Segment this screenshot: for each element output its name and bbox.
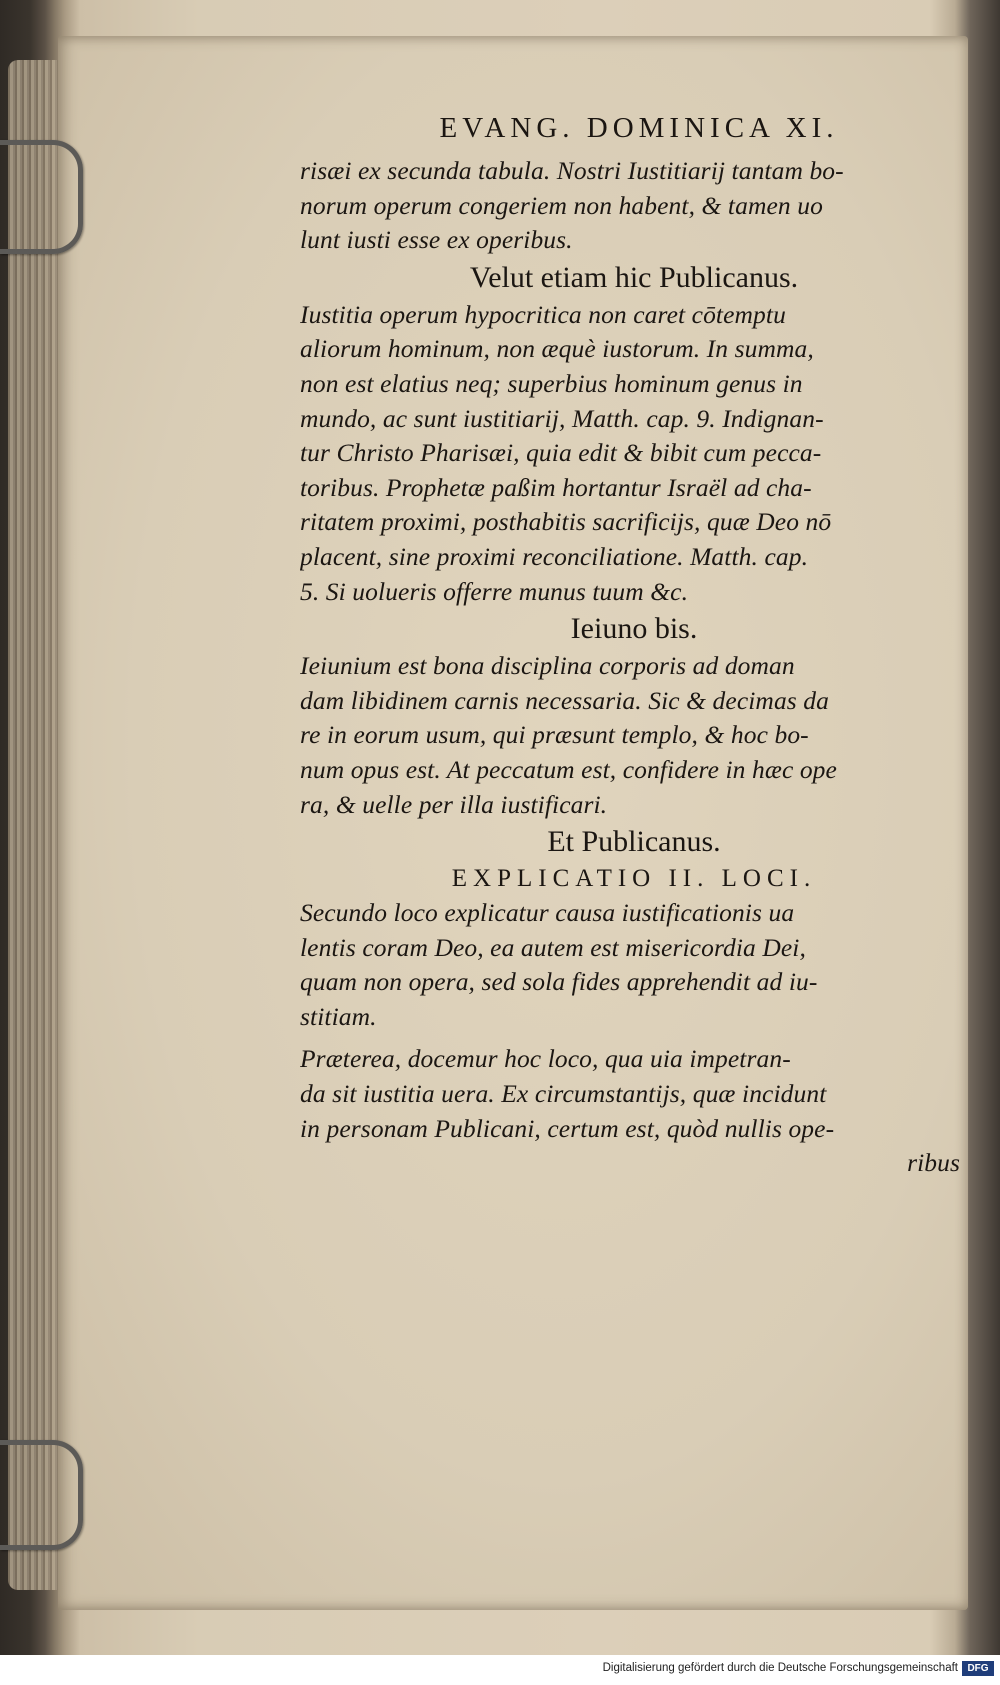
text-line: ra, & uelle per illa iustificari. [300,789,608,819]
paragraph-4 [300,896,968,1034]
running-head: EVANG. DOMINICA XI. [439,112,839,144]
text-line: placent, sine proximi reconciliatione. Matth. cap. [300,541,809,571]
funding-credit: Digitalisierung gefördert durch die Deutsche Forschungsgemeinschaft [602,1662,958,1674]
text-line: 5. Si uolueris offerre munus tuum &c. [300,576,689,606]
text-line: Præterea, docemur hoc loco, qua uia impetran- [300,1044,791,1074]
text-line: non est elatius neq; superbius hominum genus in [300,368,803,398]
paragraph-1 [300,154,968,258]
text-line: norum operum congeriem non habent, & tamen uo [300,190,823,220]
page-edges [8,60,64,1590]
dfg-logo-icon: DFG [962,1661,994,1676]
text-line: mundo, ac sunt iustitiarij, Matth. cap. 9. Indignan- [300,403,824,433]
text-line: ritatem proximi, posthabitis sacrificijs, quæ Deo nō [300,507,832,537]
text-line: quam non opera, sed sola fides apprehendit ad iu- [300,967,818,997]
text-line: tur Christo Pharisæi, quia edit & bibit cum pecca- [300,438,822,468]
text-line: Iustitia operum hypocritica non caret cōtemptu [300,299,786,329]
text-line: aliorum hominum, non æquè iustorum. In summa, [300,334,814,364]
text-line: num opus est. At peccatum est, confidere in hæc ope [300,754,837,784]
catchword: ribus [907,1148,960,1178]
section-heading: Velut etiam hic Publicanus. [469,260,799,294]
text-line: Secundo loco explicatur causa iustificationis ua [300,898,795,928]
text-line: toribus. Prophetæ paßim hortantur Israël ad cha- [300,472,812,502]
section-heading-caps: EXPLICATIO II. LOCI. [451,865,817,893]
text-line: lunt iusti esse ex operibus. [300,225,573,255]
text-line: Ieiunium est bona disciplina corporis ad doman [300,651,795,681]
paragraph-gap [300,1034,968,1042]
text-line: risæi ex secunda tabula. Nostri Iustitiarij tantam bo- [300,156,844,185]
footer-bar [0,1655,1000,1685]
paragraph-2 [300,298,968,609]
text-line: lentis coram Deo, ea autem est misericordia Dei, [300,932,806,962]
page-clip-top [0,140,83,254]
text-line: in personam Publicani, certum est, quòd nullis ope- [300,1113,835,1143]
paragraph-3 [300,649,968,822]
text-line: dam libidinem carnis necessaria. Sic & decimas da [300,685,829,715]
text-line: stitiam. [300,1001,377,1031]
section-heading: Ieiuno bis. [570,612,698,646]
page-text [300,108,968,1181]
text-line: re in eorum usum, qui præsunt templo, & hoc bo- [300,720,809,750]
paragraph-5 [300,1042,968,1180]
page-clip-bottom [0,1440,83,1550]
text-line: da sit iustitia uera. Ex circumstantijs, quæ incidunt [300,1079,827,1109]
section-heading: Et Publicanus. [547,825,721,859]
